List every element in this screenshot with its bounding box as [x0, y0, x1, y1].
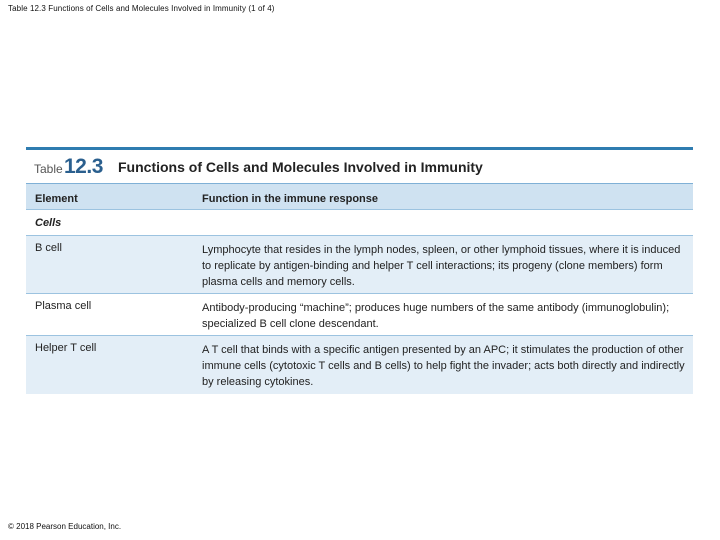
- section-row-cells: [26, 209, 693, 236]
- table-row: [26, 294, 693, 336]
- function-cell: A T cell that binds with a specific antigen presented by an APC; it stimulates the production of other immune cells (cytotoxic T cells and B cells) to help fight the invader; acts both directly and indirectly by releasing cytokines.: [202, 344, 685, 388]
- function-cell: Antibody-producing “machine”; produces huge numbers of the same antibody (immunoglobulin); specialized B cell clone descendant.: [202, 302, 670, 330]
- function-cell: Lymphocyte that resides in the lymph nodes, spleen, or other lymphoid tissues, where it is induced to replicate by antigen-binding and helper T cell interactions; its progeny (clone members) form plasma cells and memory cells.: [202, 244, 681, 288]
- slide-title: Table 12.3 Functions of Cells and Molecules Involved in Immunity (1 of 4): [8, 4, 275, 13]
- column-header-row: [26, 183, 693, 210]
- element-cell: B cell: [35, 242, 62, 254]
- table-card: [26, 147, 693, 394]
- table-header: [26, 150, 693, 183]
- table-number: 12.3: [64, 155, 103, 178]
- column-header-function: Function in the immune response: [202, 193, 379, 205]
- table-heading: Functions of Cells and Molecules Involved in Immunity: [118, 159, 483, 175]
- section-label: Cells: [35, 217, 62, 229]
- table-row: [26, 236, 693, 294]
- element-cell: Helper T cell: [35, 342, 97, 354]
- table-row: [26, 336, 693, 394]
- table-label: Table: [34, 162, 63, 176]
- copyright-notice: © 2018 Pearson Education, Inc.: [8, 522, 122, 531]
- element-cell: Plasma cell: [35, 300, 92, 312]
- column-header-element: Element: [35, 193, 78, 205]
